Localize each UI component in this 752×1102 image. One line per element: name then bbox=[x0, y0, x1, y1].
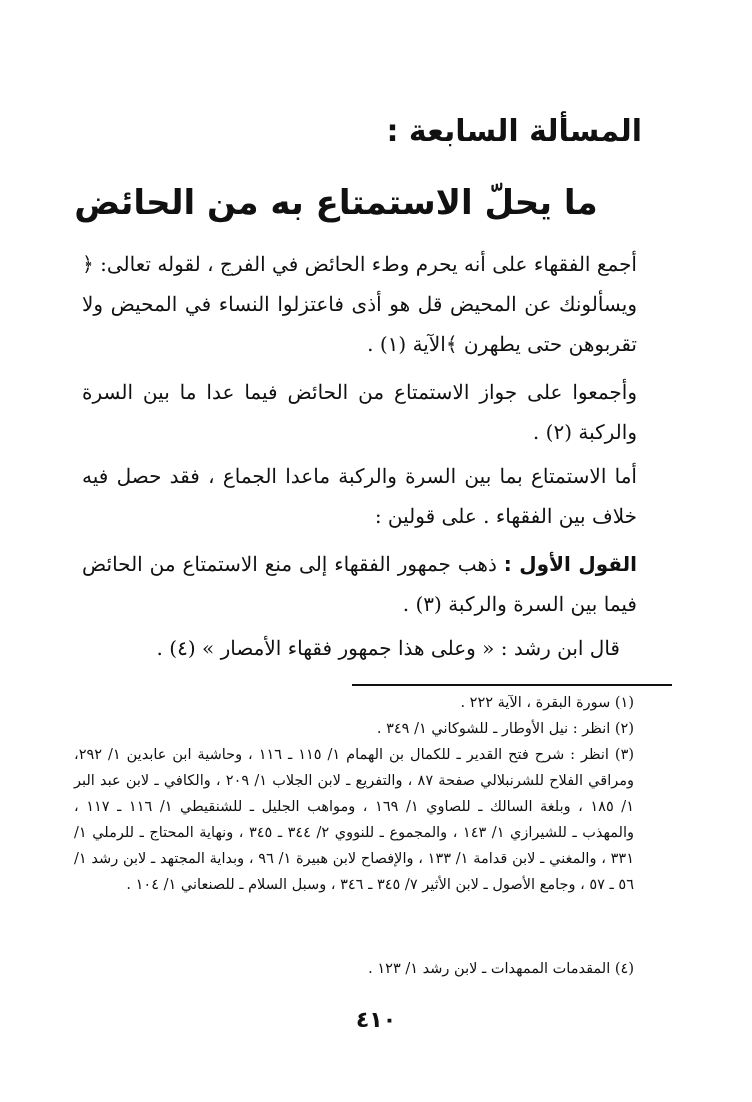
paragraph-3: أما الاستمتاع بما بين السرة والركبة ماعدا الجماع ، فقد حصل فيه خلاف بين الفقهاء . على قولين : bbox=[82, 464, 637, 528]
footnote-3: (٣) انظر : شرح فتح القدير ـ للكمال بن الهمام ١/ ١١٥ ـ ١١٦ ، وحاشية ابن عابدين ١/ ٢٩٢، ومراقي الفلاح للشرنبلالي صفحة ٨٧ ، والتفريع ـ لابن الجلاب ١/ ٢٠٩ ، والكافي ـ لابن عبد البر ١/ ١٨٥ ، وبلغة السالك ـ للصاوي ١/ ١٦٩ ، ومواهب الجليل ـ للشنقيطي ١/ ١١٦ ـ ١١٧ ، والمهذب ـ للشيرازي ١/ ١٤٣ ، والمجموع ـ للنووي ٢/ ٣٤٤ ـ ٣٤٥ ، ونهاية المحتاج ـ للرملي ١/ ٣٣١ ، والمغني ـ لابن قدامة ١/ ١٣٣ ، والإفصاح لابن هبيرة ١/ ٩٦ ، وبداية المجتهد ـ لابن رشد ١/ ٥٦ ـ ٥٧ ، وجامع الأصول ـ لابن الأثير ٧/ ٣٤٥ ـ ٣٤٦ ، وسبل السلام ـ للصنعاني ١/ ١٠٤ . bbox=[74, 747, 635, 893]
footnote-divider bbox=[352, 684, 672, 686]
paragraph-4-text: ذهب جمهور الفقهاء إلى منع الاستمتاع من الحائض فيما بين السرة والركبة (٣) . bbox=[82, 552, 637, 616]
section-heading: المسألة السابعة : bbox=[386, 114, 642, 149]
paragraph-4 bbox=[82, 544, 637, 624]
first-opinion-label: القول الأول : bbox=[503, 552, 637, 576]
footnote-2: (٢) انظر : نيل الأوطار ـ للشوكاني ١/ ٣٤٩ . bbox=[376, 721, 634, 737]
page-title: ما يحلّ الاستمتاع به من الحائض bbox=[74, 183, 598, 223]
page-number: ٤١٠ bbox=[355, 1008, 397, 1033]
footnote-4: (٤) المقدمات الممهدات ـ لابن رشد ١/ ١٢٣ . bbox=[368, 961, 634, 977]
paragraph-2: وأجمعوا على جواز الاستمتاع من الحائض فيما عدا ما بين السرة والركبة (٢) . bbox=[82, 380, 637, 444]
paragraph-1: أجمع الفقهاء على أنه يحرم وطء الحائض في الفرج ، لقوله تعالى: ﴿ ويسألونك عن المحيض قل هو أذى فاعتزلوا النساء في المحيض ولا تقربوهن حتى يطهرن ﴾الآية (١) . bbox=[82, 252, 637, 356]
footnote-1: (١) سورة البقرة ، الآية ٢٢٢ . bbox=[460, 695, 634, 711]
paragraph-5: قال ابن رشد : « وعلى هذا جمهور فقهاء الأمصار » (٤) . bbox=[156, 636, 620, 660]
